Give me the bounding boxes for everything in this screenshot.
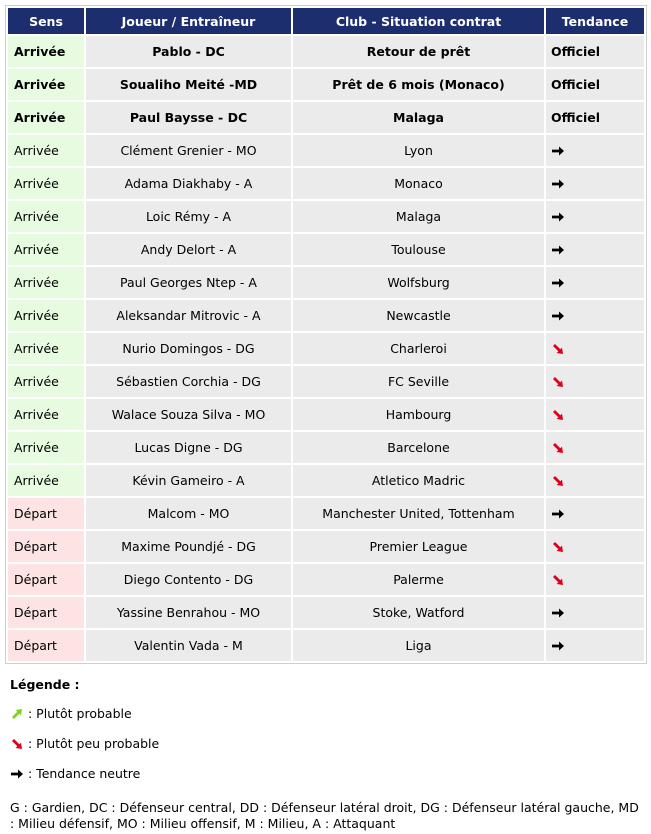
- sens-cell: Arrivée: [8, 399, 84, 430]
- sens-cell: Arrivée: [8, 135, 84, 166]
- unlikely-arrow-icon: [551, 375, 565, 389]
- legend-item-label: : Tendance neutre: [28, 766, 141, 781]
- player-cell: Walace Souza Silva - MO: [86, 399, 291, 430]
- neutral-arrow-icon: [551, 309, 565, 323]
- table-row: [8, 201, 644, 232]
- player-cell: Maxime Poundjé - DG: [86, 531, 291, 562]
- trend-cell: [546, 366, 644, 397]
- legend-item-label: : Plutôt peu probable: [28, 736, 160, 751]
- unlikely-arrow-icon: [551, 540, 565, 554]
- legend-item-label: : Plutôt probable: [28, 706, 132, 721]
- sens-cell: Arrivée: [8, 465, 84, 496]
- player-cell: Clément Grenier - MO: [86, 135, 291, 166]
- trend-label: Officiel: [551, 77, 601, 92]
- legend: [10, 677, 646, 832]
- player-cell: Andy Delort - A: [86, 234, 291, 265]
- trend-label: Officiel: [551, 44, 601, 59]
- table-row: [8, 399, 644, 430]
- club-cell: Wolfsburg: [293, 267, 544, 298]
- sens-cell: Arrivée: [8, 69, 84, 100]
- trend-cell: [546, 300, 644, 331]
- neutral-arrow-icon: [551, 639, 565, 653]
- header-trend: Tendance: [546, 8, 644, 34]
- sens-cell: Départ: [8, 630, 84, 661]
- sens-cell: Arrivée: [8, 36, 84, 67]
- table-body: [8, 36, 644, 661]
- player-cell: Soualiho Meité -MD: [86, 69, 291, 100]
- table-row: [8, 36, 644, 67]
- table-header-row: [8, 8, 644, 34]
- unlikely-arrow-icon: [551, 573, 565, 587]
- legend-items: [10, 706, 646, 796]
- table-row: [8, 564, 644, 595]
- legend-abbreviations: G : Gardien, DC : Défenseur central, DD : Défenseur latéral droit, DG : Défenseur latéral gauche, MD : Milieu défensif, MO : Milieu offensif, M : Milieu, A : Attaquant: [10, 800, 639, 831]
- table-row: [8, 531, 644, 562]
- club-cell: Toulouse: [293, 234, 544, 265]
- trend-cell: [546, 531, 644, 562]
- sens-cell: Arrivée: [8, 102, 84, 133]
- club-cell: Monaco: [293, 168, 544, 199]
- likely-arrow-icon: [10, 707, 24, 721]
- club-cell: Lyon: [293, 135, 544, 166]
- table-row: [8, 432, 644, 463]
- club-cell: Malaga: [293, 201, 544, 232]
- club-cell: Atletico Madric: [293, 465, 544, 496]
- table-row: [8, 234, 644, 265]
- legend-item: [10, 706, 646, 736]
- player-cell: Lucas Digne - DG: [86, 432, 291, 463]
- sens-cell: Départ: [8, 597, 84, 628]
- trend-cell: [546, 201, 644, 232]
- player-cell: Kévin Gameiro - A: [86, 465, 291, 496]
- table-row: [8, 267, 644, 298]
- transfer-table: [5, 5, 647, 664]
- club-cell: FC Seville: [293, 366, 544, 397]
- trend-cell: [546, 333, 644, 364]
- trend-cell: [546, 432, 644, 463]
- neutral-arrow-icon: [551, 243, 565, 257]
- neutral-arrow-icon: [551, 177, 565, 191]
- trend-cell: [546, 168, 644, 199]
- table-row: [8, 465, 644, 496]
- neutral-arrow-icon: [551, 276, 565, 290]
- club-cell: Retour de prêt: [293, 36, 544, 67]
- unlikely-arrow-icon: [551, 408, 565, 422]
- club-cell: Premier League: [293, 531, 544, 562]
- trend-cell: [546, 465, 644, 496]
- header-sens: Sens: [8, 8, 84, 34]
- table-row: [8, 597, 644, 628]
- sens-cell: Arrivée: [8, 333, 84, 364]
- sens-cell: Arrivée: [8, 267, 84, 298]
- club-cell: Malaga: [293, 102, 544, 133]
- player-cell: Aleksandar Mitrovic - A: [86, 300, 291, 331]
- club-cell: Newcastle: [293, 300, 544, 331]
- player-cell: Malcom - MO: [86, 498, 291, 529]
- sens-cell: Arrivée: [8, 432, 84, 463]
- club-cell: Palerme: [293, 564, 544, 595]
- player-cell: Valentin Vada - M: [86, 630, 291, 661]
- trend-cell: [546, 564, 644, 595]
- header-player: Joueur / Entraîneur: [86, 8, 291, 34]
- neutral-arrow-icon: [551, 606, 565, 620]
- table-row: [8, 69, 644, 100]
- unlikely-arrow-icon: [551, 474, 565, 488]
- trend-cell: [546, 102, 644, 133]
- sens-cell: Arrivée: [8, 168, 84, 199]
- trend-cell: [546, 36, 644, 67]
- sens-cell: Arrivée: [8, 300, 84, 331]
- club-cell: Charleroi: [293, 333, 544, 364]
- trend-cell: [546, 135, 644, 166]
- trend-cell: [546, 597, 644, 628]
- sens-cell: Départ: [8, 564, 84, 595]
- club-cell: Manchester United, Tottenham: [293, 498, 544, 529]
- player-cell: Yassine Benrahou - MO: [86, 597, 291, 628]
- neutral-arrow-icon: [551, 210, 565, 224]
- table-row: [8, 498, 644, 529]
- player-cell: Adama Diakhaby - A: [86, 168, 291, 199]
- unlikely-arrow-icon: [551, 441, 565, 455]
- table-row: [8, 102, 644, 133]
- neutral-arrow-icon: [551, 507, 565, 521]
- trend-label: Officiel: [551, 110, 601, 125]
- trend-cell: [546, 399, 644, 430]
- legend-item: [10, 766, 646, 796]
- trend-cell: [546, 498, 644, 529]
- table-row: [8, 135, 644, 166]
- player-cell: Nurio Domingos - DG: [86, 333, 291, 364]
- player-cell: Diego Contento - DG: [86, 564, 291, 595]
- player-cell: Pablo - DC: [86, 36, 291, 67]
- trend-cell: [546, 267, 644, 298]
- table-row: [8, 300, 644, 331]
- neutral-arrow-icon: [10, 767, 24, 781]
- table-row: [8, 333, 644, 364]
- club-cell: Liga: [293, 630, 544, 661]
- sens-cell: Départ: [8, 531, 84, 562]
- trend-cell: [546, 69, 644, 100]
- table-row: [8, 630, 644, 661]
- sens-cell: Arrivée: [8, 366, 84, 397]
- neutral-arrow-icon: [551, 144, 565, 158]
- legend-title: Légende :: [10, 677, 80, 692]
- unlikely-arrow-icon: [551, 342, 565, 356]
- club-cell: Stoke, Watford: [293, 597, 544, 628]
- unlikely-arrow-icon: [10, 737, 24, 751]
- trend-cell: [546, 234, 644, 265]
- header-club: Club - Situation contrat: [293, 8, 544, 34]
- club-cell: Barcelone: [293, 432, 544, 463]
- sens-cell: Départ: [8, 498, 84, 529]
- sens-cell: Arrivée: [8, 234, 84, 265]
- table-row: [8, 366, 644, 397]
- player-cell: Paul Georges Ntep - A: [86, 267, 291, 298]
- sens-cell: Arrivée: [8, 201, 84, 232]
- club-cell: Hambourg: [293, 399, 544, 430]
- legend-item: [10, 736, 646, 766]
- player-cell: Loic Rémy - A: [86, 201, 291, 232]
- club-cell: Prêt de 6 mois (Monaco): [293, 69, 544, 100]
- trend-cell: [546, 630, 644, 661]
- player-cell: Paul Baysse - DC: [86, 102, 291, 133]
- table-row: [8, 168, 644, 199]
- player-cell: Sébastien Corchia - DG: [86, 366, 291, 397]
